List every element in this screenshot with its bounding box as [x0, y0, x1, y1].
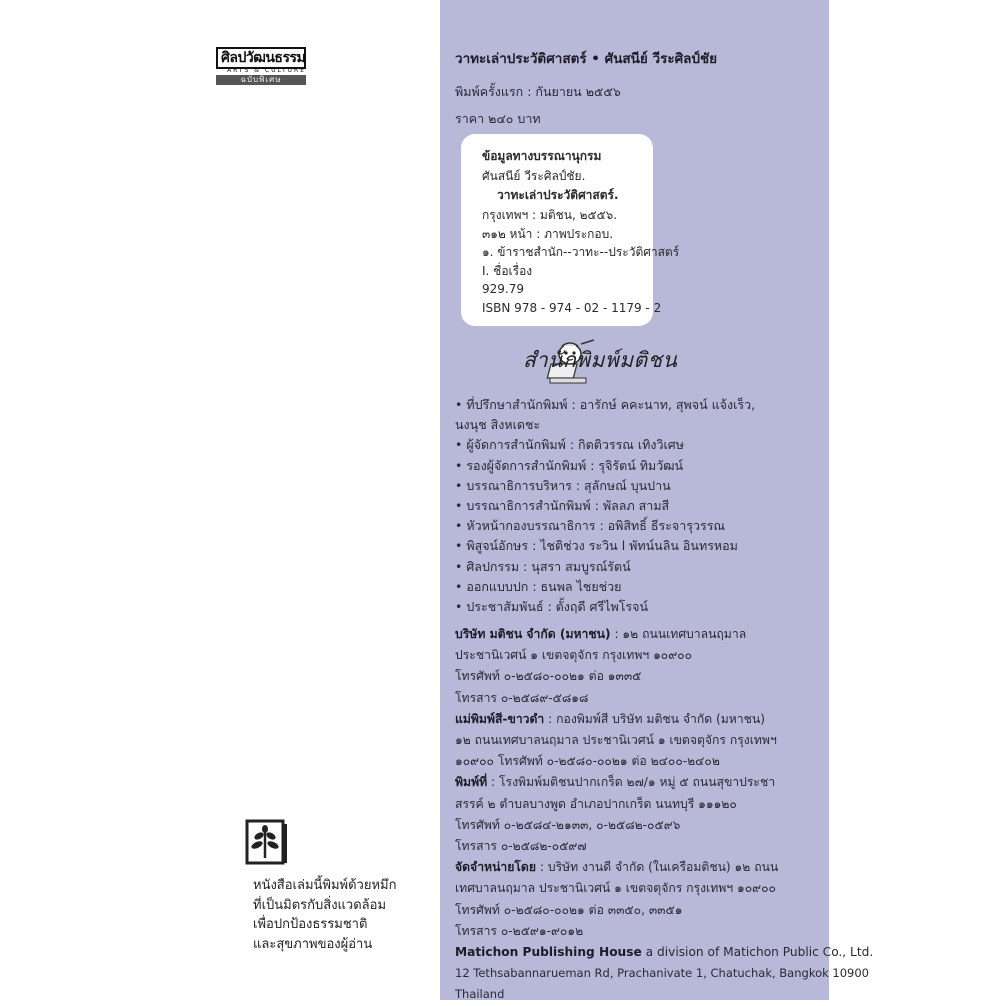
staff-item: • ออกแบบปก : ธนพล ไชยช่วย: [455, 578, 622, 594]
contact-info: [455, 624, 874, 1006]
catalog-author: ศันสนีย์ วีระศิลป์ชัย.: [482, 169, 586, 183]
english-publisher-label: Matichon Publishing House: [455, 945, 642, 960]
english-country: Thailand: [455, 987, 505, 1002]
left-page: [0, 0, 440, 1000]
eco-book-leaf-icon: [243, 818, 291, 866]
distributor-text: : บริษัท งานดี จำกัด (ในเครือมติชน) ๑๒ ถนน: [536, 860, 779, 875]
plate-text-3: ๑๐๙๐๐ โทรศัพท์ ๐-๒๕๘๐-๐๐๒๑ ต่อ ๒๔๐๐-๒๔๐๒: [455, 754, 720, 769]
distributor-fax: โทรสาร ๐-๒๕๙๑-๙๐๑๒: [455, 923, 584, 938]
english-publisher-text: a division of Matichon Public Co., Ltd.: [641, 945, 874, 960]
company-fax: โทรสาร ๐-๒๕๘๙-๕๘๑๘: [455, 690, 589, 705]
catalog-heading: ข้อมูลทางบรรณานุกรม: [482, 149, 602, 163]
english-publisher-line: [455, 942, 874, 963]
printer-fax: โทรสาร ๐-๒๕๘๒-๐๕๙๗: [455, 839, 587, 854]
eco-note: [253, 876, 397, 954]
first-print: พิมพ์ครั้งแรก : กันยายน ๒๕๕๖: [455, 84, 621, 99]
staff-item: นงนุช สิงหเดชะ: [455, 417, 541, 433]
catalog-title-entry: I. ชื่อเรื่อง: [482, 264, 533, 278]
distributor-text-2: เทศบาลนฤมาล ประชานิเวศน์ ๑ เขตจตุจักร กรุงเทพฯ ๑๐๙๐๐: [455, 881, 776, 896]
staff-list: [455, 395, 815, 617]
staff-item: • ผู้จัดการสำนักพิมพ์ : กิตติวรรณ เทิงวิเศษ: [455, 437, 684, 453]
eco-note-line: และสุขภาพของผู้อ่าน: [253, 936, 373, 952]
staff-item: • บรรณาธิการสำนักพิมพ์ : พัลลภ สามสี: [455, 498, 670, 514]
company-label: บริษัท มติชน จำกัด (มหาชน): [455, 627, 611, 641]
company-address: : ๑๒ ถนนเทศบาลนฤมาล: [610, 627, 747, 641]
publisher-script-logo: สำนักพิมพ์มติชน: [523, 348, 678, 372]
printer-phone: โทรศัพท์ ๐-๒๕๘๔-๒๑๓๓, ๐-๒๕๘๒-๐๕๙๖: [455, 817, 681, 832]
staff-item: • ที่ปรึกษาสำนักพิมพ์ : อารักษ์ คคะนาท, สุพจน์ แจ้งเร็ว,: [455, 397, 756, 412]
staff-item: • พิสูจน์อักษร : ไชติช่วง ระวิน l พัทน์นลิน อินทรหอม: [455, 538, 738, 554]
distributor-label: จัดจำหน่ายโดย: [455, 860, 536, 875]
printer-label: พิมพ์ที่: [455, 775, 488, 790]
printer-text: : โรงพิมพ์มติชนปากเกร็ด ๒๗/๑ หมู่ ๕ ถนนสุขาประชา: [487, 775, 776, 790]
eco-note-line: เพื่อปกป้องธรรมชาติ: [253, 917, 368, 932]
book-title-author: วาทะเล่าประวัติศาสตร์ • ศันสนีย์ วีระศิลป์ชัย: [455, 51, 718, 67]
distributor-phone: โทรศัพท์ ๐-๒๕๘๐-๐๐๒๑ ต่อ ๓๓๕๐, ๓๓๕๑: [455, 902, 683, 917]
eco-note-line: ที่เป็นมิตรกับสิ่งแวดล้อม: [253, 897, 387, 913]
logo-bar: ฉบับพิเศษ: [216, 75, 306, 85]
eco-note-line: หนังสือเล่มนี้พิมพ์ด้วยหมึก: [253, 878, 397, 893]
catalog-pages: ๓๑๒ หน้า : ภาพประกอบ.: [482, 227, 614, 241]
english-address: 12 Tethsabannarueman Rd, Prachanivate 1, Chatuchak, Bangkok 10900: [455, 966, 869, 981]
company-address-2: ประชานิเวศน์ ๑ เขตจตุจักร กรุงเทพฯ ๑๐๙๐๐: [455, 648, 693, 663]
staff-item: • รองผู้จัดการสำนักพิมพ์ : รุจิรัตน์ ทิมวัฒน์: [455, 457, 684, 473]
plate-text: : กองพิมพ์สี บริษัท มติชน จำกัด (มหาชน): [544, 711, 766, 726]
staff-item: • บรรณาธิการบริหาร : สุลักษณ์ บุนปาน: [455, 477, 671, 493]
logo-title: ศิลปวัฒนธรรม: [216, 47, 306, 69]
company-phone: โทรศัพท์ ๐-๒๕๘๐-๐๐๒๑ ต่อ ๑๓๓๕: [455, 669, 642, 684]
printer-line: [455, 772, 820, 793]
distributor-line: [455, 857, 820, 878]
catalog-title: วาทะเล่าประวัติศาสตร์.: [497, 188, 619, 202]
magazine-logo: [216, 47, 306, 84]
catalog-subject: ๑. ข้าราชสำนัก--วาทะ--ประวัติศาสตร์: [482, 245, 680, 259]
staff-item: • ศิลปกรรม : นุสรา สมบูรณ์รัตน์: [455, 558, 631, 574]
company-line: [455, 624, 820, 645]
price: ราคา ๒๔๐ บาท: [455, 111, 541, 126]
staff-item: • หัวหน้ากองบรรณาธิการ : อพิสิทธิ์ ธีระจารุวรรณ: [455, 518, 726, 534]
plate-line: [455, 709, 820, 730]
plate-text-2: ๑๒ ถนนเทศบาลนฤมาล ประชานิเวศน์ ๑ เขตจตุจักร กรุงเทพฯ: [455, 733, 777, 748]
staff-item: • ประชาสัมพันธ์ : ตั้งฤดี ศรีไพโรจน์: [455, 599, 649, 615]
printer-text-2: สรรค์ ๒ ตำบลบางพูด อำเภอปากเกร็ด นนทบุรี ๑๑๑๒๐: [455, 796, 737, 811]
catalog-class-number: 929.79: [482, 282, 524, 296]
logo-subtitle: ARTS & CULTURE: [227, 67, 306, 74]
catalog-imprint: กรุงเทพฯ : มติชน, ๒๕๕๖.: [482, 208, 618, 222]
plate-label: แม่พิมพ์สี-ขาวดำ: [455, 711, 545, 726]
catalog-isbn: ISBN 978 - 974 - 02 - 1179 - 2: [482, 301, 662, 315]
